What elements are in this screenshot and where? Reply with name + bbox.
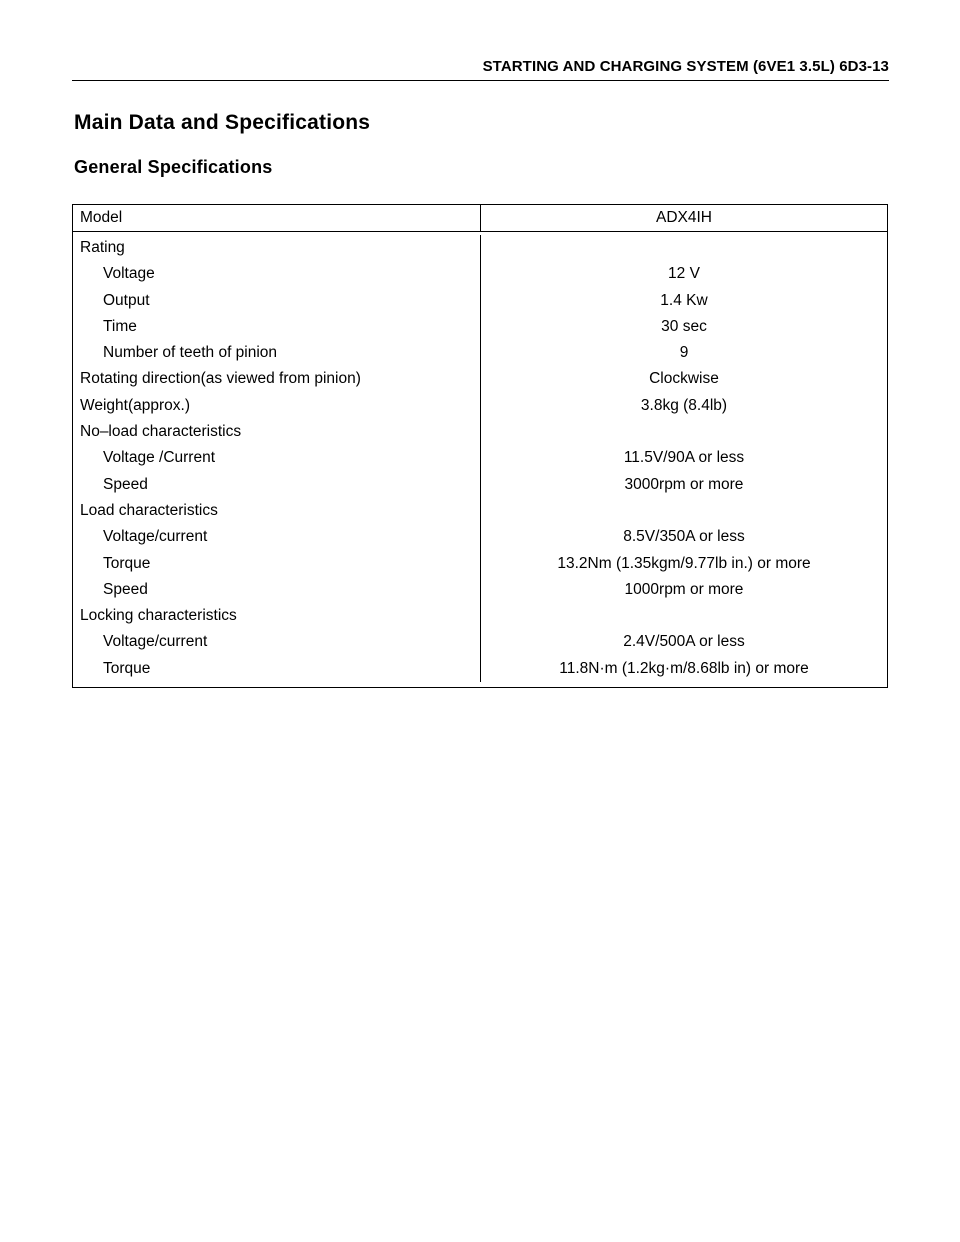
spec-label: Number of teeth of pinion	[103, 344, 278, 362]
spec-value: 8.5V/350A or less	[623, 528, 745, 546]
spec-label: Voltage/current	[103, 528, 208, 546]
spec-label: Voltage /Current	[103, 449, 216, 467]
spec-label: Rotating direction(as viewed from pinion)	[80, 370, 361, 388]
table-header-row	[73, 205, 887, 232]
spec-label: Load characteristics	[80, 501, 218, 519]
spec-label: Speed	[103, 475, 148, 493]
spec-value: 3000rpm or more	[624, 475, 744, 493]
spec-label: Time	[103, 317, 137, 335]
table-body	[73, 232, 887, 687]
spec-value: 30 sec	[661, 317, 707, 335]
spec-value: 13.2Nm (1.35kgm/9.77lb in.) or more	[557, 554, 811, 572]
spec-value: 11.5V/90A or less	[623, 449, 745, 467]
spec-label: Locking characteristics	[80, 607, 237, 625]
spec-value: 1000rpm or more	[624, 580, 744, 598]
spec-value	[481, 498, 887, 524]
spec-value	[481, 419, 887, 445]
spec-value: 2.4V/500A or less	[623, 633, 745, 651]
spec-label: Voltage/current	[103, 633, 208, 651]
page-header: STARTING AND CHARGING SYSTEM (6VE1 3.5L) 6D3-13	[72, 58, 889, 81]
spec-label: No–load characteristics	[80, 423, 242, 441]
spec-value: 1.4 Kw	[660, 291, 708, 309]
model-value-cell: ADX4IH	[656, 209, 712, 226]
spec-label: Output	[103, 291, 150, 309]
spec-label: Torque	[103, 554, 151, 572]
spec-label: Rating	[80, 239, 125, 256]
spec-value: 9	[679, 344, 689, 362]
spec-label: Torque	[103, 659, 151, 677]
spec-value: Clockwise	[649, 370, 719, 388]
spec-value	[481, 235, 887, 261]
spec-value: 12 V	[668, 265, 700, 283]
spec-label-column	[73, 235, 481, 682]
model-label-cell: Model	[73, 205, 481, 231]
spec-value: 11.8N·m (1.2kg·m/8.68lb in) or more	[559, 659, 809, 677]
specifications-table	[72, 204, 888, 688]
page-title: Main Data and Specifications	[74, 111, 371, 134]
spec-label: Voltage	[103, 265, 155, 283]
section-title: General Specifications	[74, 157, 273, 177]
spec-value-column	[481, 235, 887, 682]
spec-label: Weight(approx.)	[80, 396, 190, 414]
spec-value	[481, 603, 887, 629]
spec-label: Speed	[103, 580, 148, 598]
spec-value: 3.8kg (8.4lb)	[640, 396, 728, 414]
